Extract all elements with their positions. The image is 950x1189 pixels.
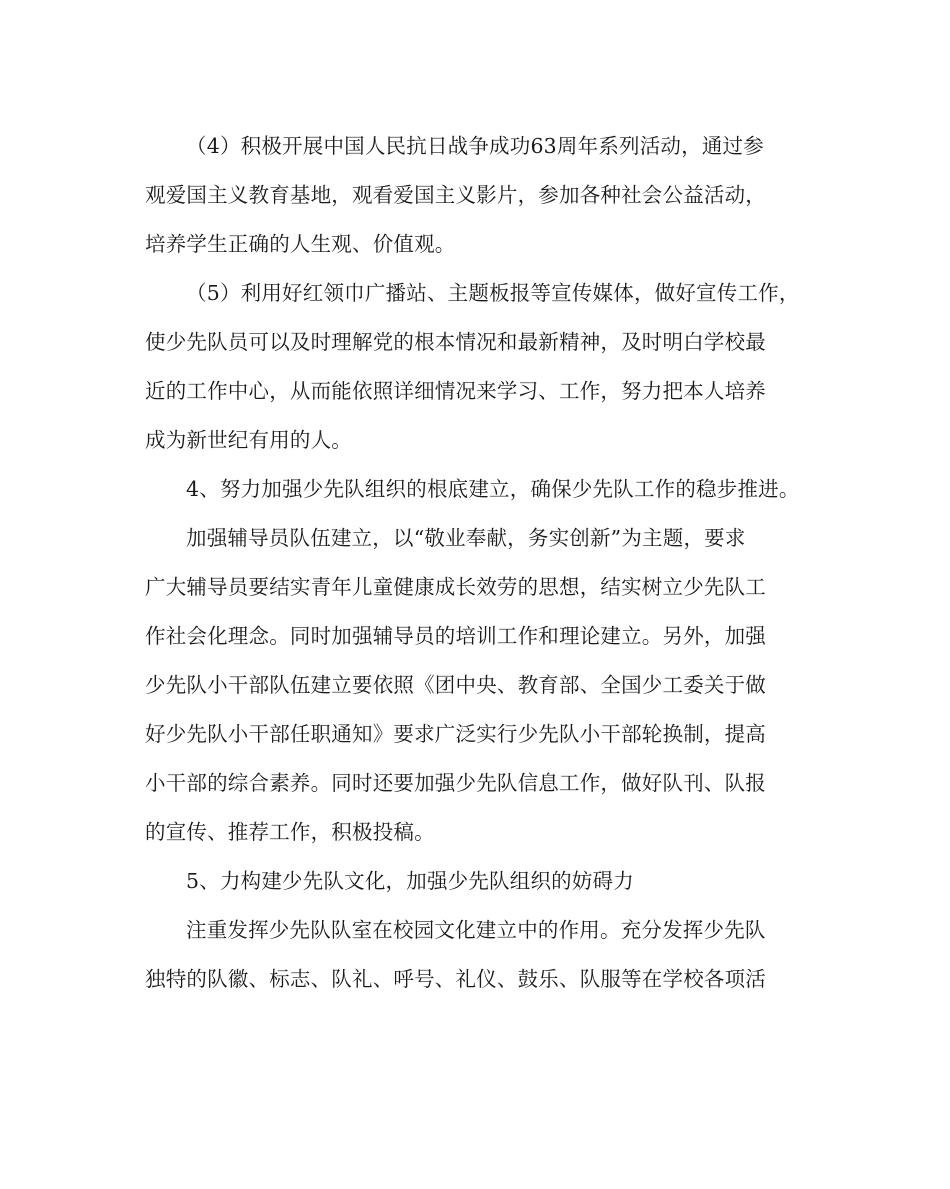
section-4-heading: 4、努力加强少先队组织的根底建立，确保少先队工作的稳步推进。 <box>186 477 800 501</box>
counselor-paragraph-line-4: 少先队小干部队伍建立要依照《团中央、教育部、全国少工委关于做 <box>145 673 766 697</box>
paragraph-4-line-2: 观爱国主义教育基地，观看爱国主义影片，参加各种社会公益活动， <box>145 183 766 207</box>
counselor-paragraph-line-2: 广大辅导员要结实青年儿童健康成长效劳的思想，结实树立少先队工 <box>145 575 766 599</box>
paragraph-5-line-2: 使少先队员可以及时理解党的根本情况和最新精神，及时明白学校最 <box>145 330 766 354</box>
section-5-heading: 5、力构建少先队文化，加强少先队组织的妨碍力 <box>186 869 634 893</box>
counselor-paragraph-line-6: 小干部的综合素养。同时还要加强少先队信息工作，做好队刊、队报 <box>145 771 766 795</box>
paragraph-5-line-1: （5）利用好红领巾广播站、主题板报等宣传媒体，做好宣传工作， <box>186 281 800 305</box>
paragraph-5-line-3: 近的工作中心，从而能依照详细情况来学习、工作，努力把本人培养 <box>145 379 766 403</box>
culture-paragraph-line-1: 注重发挥少先队队室在校园文化建立中的作用。充分发挥少先队 <box>186 918 766 942</box>
paragraph-4-line-1: （4）积极开展中国人民抗日战争成功63周年系列活动，通过参 <box>186 134 764 158</box>
counselor-paragraph-line-1: 加强辅导员队伍建立，以“敬业奉献，务实创新”为主题，要求 <box>186 526 746 550</box>
paragraph-5-line-4: 成为新世纪有用的人。 <box>145 428 352 452</box>
counselor-paragraph-line-5: 好少先队小干部任职通知》要求广泛实行少先队小干部轮换制，提高 <box>145 722 766 746</box>
culture-paragraph-line-2: 独特的队徽、标志、队礼、呼号、礼仪、鼓乐、队服等在学校各项活 <box>145 967 766 991</box>
counselor-paragraph-line-7: 的宣传、推荐工作，积极投稿。 <box>145 820 435 844</box>
paragraph-4-line-3: 培养学生正确的人生观、价值观。 <box>145 232 456 256</box>
counselor-paragraph-line-3: 作社会化理念。同时加强辅导员的培训工作和理论建立。另外，加强 <box>145 624 766 648</box>
